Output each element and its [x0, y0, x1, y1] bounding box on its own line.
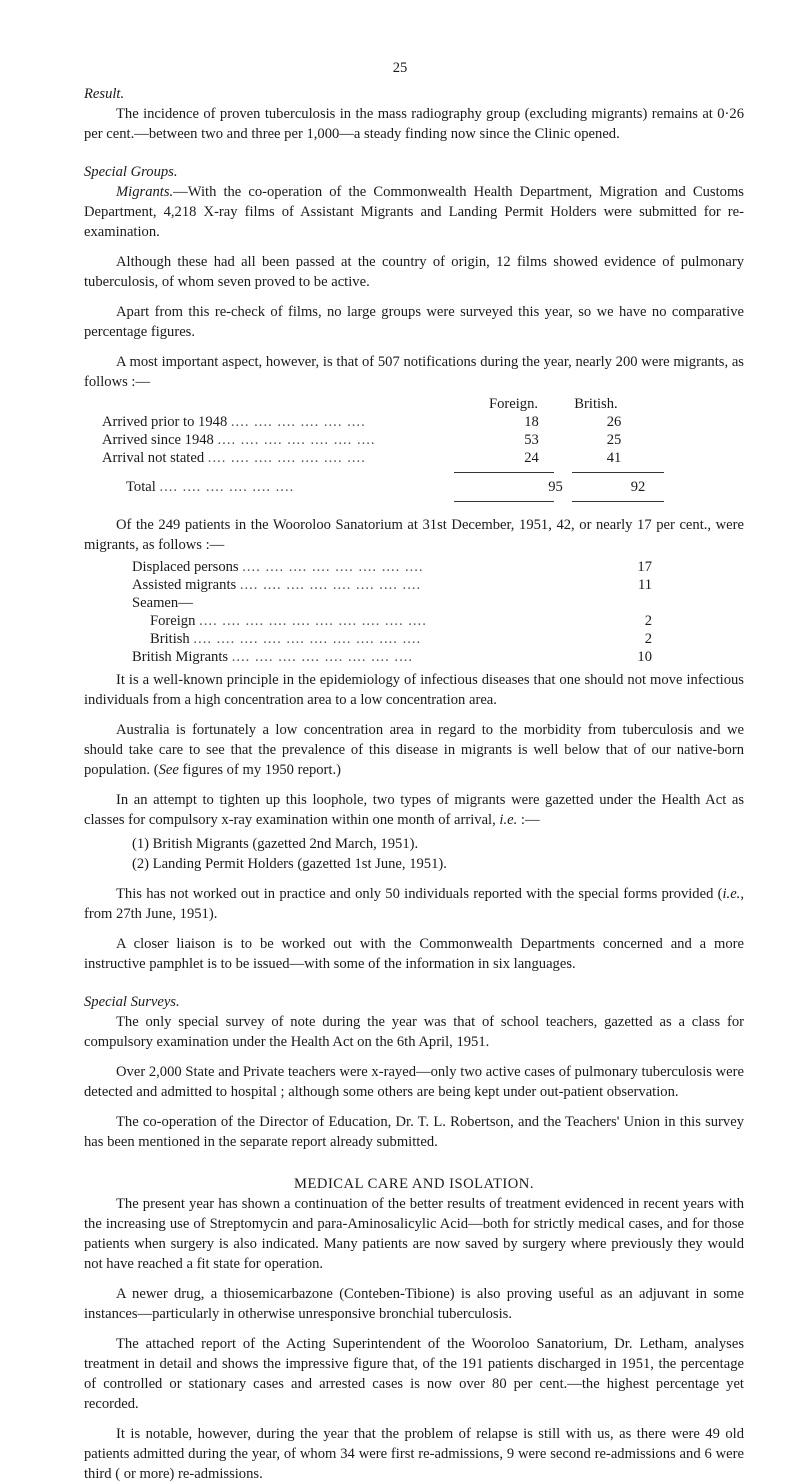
recheck-paragraph: Apart from this re-check of films, no large groups were surveyed this year, so we have no comparative percentage figures. [84, 304, 744, 340]
foreign-value: 18 [524, 414, 539, 430]
special-forms-paragraph [84, 884, 744, 924]
table-row: Arrived since 1948 .... .... .... .... .... .... .... 53 25 [84, 431, 744, 449]
page-content [84, 84, 744, 1484]
table-row: Foreign .... .... .... .... .... .... .... .... .... .... 2 [150, 613, 652, 629]
row-label: Assisted migrants [132, 577, 237, 593]
rule-row [84, 496, 744, 507]
notifications-paragraph: A most important aspect, however, is that of 507 notifications during the year, nearly 200 were migrants, as follows :— [84, 354, 744, 390]
row-value: 2 [644, 631, 652, 647]
row-label: Arrived since 1948 [102, 432, 214, 448]
superintendent-paragraph: The attached report of the Acting Superintendent of the Wooroloo Sanatorium, Dr. Letham, analyses treatment in detail and shows the impressive figure that, of the 191 patients discharged in 1951, the percentage of controlled or stationary cases and arrested cases is now over 80 per cent.—the highest percentage yet recorded. [84, 1336, 744, 1412]
total-row: Total .... .... .... .... .... .... 95 92 [84, 478, 744, 496]
drug-paragraph: A newer drug, a thiosemicarbazone (Conteben-Tibione) is also proving useful as an adjuvant in some instances—particularly in otherwise unresponsive bronchial tuberculosis. [84, 1286, 744, 1322]
total-rule-foreign [454, 472, 554, 473]
foreign-value: 53 [524, 432, 539, 448]
british-value: 41 [606, 450, 622, 466]
sanatorium-paragraph: Of the 249 patients in the Wooroloo Sanatorium at 31st December, 1951, 42, or nearly 17 per cent., were migrants, as follows :— [84, 517, 744, 553]
special-groups-heading: Special Groups. [84, 164, 178, 180]
table-row: Assisted migrants .... .... .... .... .... .... .... .... 11 [132, 577, 652, 593]
table-header-row [84, 395, 744, 413]
text-span: figures of my 1950 report.) [178, 762, 341, 778]
row-value: 11 [637, 577, 652, 593]
row-label: Seamen— [132, 595, 193, 611]
result-heading: Result. [84, 86, 125, 102]
foreign-column-header: Foreign. [488, 396, 539, 412]
loophole-paragraph [84, 790, 744, 830]
notifications-table [84, 395, 744, 507]
row-label: British Migrants [132, 649, 229, 665]
row-label: Displaced persons [132, 559, 239, 575]
text-span: This has not worked out in practice and only 50 individuals reported with the special forms provided ( [116, 886, 723, 902]
british-value: 25 [606, 432, 622, 448]
epidemiology-paragraph: It is a well-known principle in the epidemiology of infectious diseases that one should not move infectious individuals from a high concentration area to a low concentration area. [84, 672, 744, 708]
bottom-rule-british [572, 501, 664, 502]
teachers-xray-paragraph: Over 2,000 State and Private teachers were x-rayed—only two active cases of pulmonary tuberculosis were detected and admitted to hospital ; although some others are being kept under out-patient observation. [84, 1064, 744, 1100]
text-span: See [158, 762, 179, 778]
concentration-paragraph [84, 720, 744, 780]
total-british: 92 [630, 479, 646, 495]
foreign-value: 24 [524, 450, 539, 466]
list-item: (1) British Migrants (gazetted 2nd March, 1951). [132, 836, 419, 852]
text-span: :— [517, 812, 540, 828]
special-surveys-heading: Special Surveys. [84, 994, 180, 1010]
table-row [132, 594, 652, 612]
text-span: Australia is fortunately a low concentration area in regard to the morbidity from tuberculosis and we should take care to see that the prevalence of this disease in migrants is well below that of our native-born population. ( [84, 722, 744, 778]
page-number: 25 [392, 60, 408, 76]
treatment-paragraph: The present year has shown a continuation of the better results of treatment evidenced in recent years with the increasing use of Streptomycin and para-Aminosalicylic Acid—both for strictly medical cases, and for those patients when surgery is also indicated. Many patients are now saved by surgery where previously they would not have reached a fit state for operation. [84, 1196, 744, 1272]
bottom-rule-foreign [454, 501, 554, 502]
liaison-paragraph: A closer liaison is to be worked out with the Commonwealth Departments concerned and a more instructive pamphlet is to be issued—with some of the information in six languages. [84, 936, 744, 972]
teachers-survey-paragraph: The only special survey of note during the year was that of school teachers, gazetted as a class for compulsory examination under the Health Act on the 6th April, 1951. [84, 1014, 744, 1050]
row-value: 17 [637, 559, 652, 575]
table-row: British .... .... .... .... .... .... .... .... .... .... 2 [150, 631, 652, 647]
relapse-paragraph: It is notable, however, during the year that the problem of relapse is still with us, as there were 49 old patients admitted during the year, of whom 34 were first re-admissions, 9 were second re-admissions and 6 were third ( or more) re-admissions. [84, 1426, 744, 1482]
row-value: 2 [644, 613, 652, 629]
text-span: i.e. [722, 886, 741, 902]
rule-row [84, 467, 744, 478]
row-value [622, 594, 652, 612]
text-span: i.e. [499, 812, 518, 828]
row-label: Arrived prior to 1948 [102, 414, 228, 430]
table-row: Arrival not stated .... .... .... .... .... .... .... 24 41 [84, 449, 744, 467]
cooperation-paragraph: The co-operation of the Director of Education, Dr. T. L. Robertson, and the Teachers' Union in this survey has been mentioned in the separate report already submitted. [84, 1114, 744, 1150]
gazetted-list [132, 834, 744, 874]
migrants-lead: Migrants. [116, 184, 174, 200]
total-foreign: 95 [548, 479, 563, 495]
row-label: Arrival not stated [102, 450, 205, 466]
table-row: Arrived prior to 1948 .... .... .... .... .... .... 18 26 [84, 413, 744, 431]
migrants-text: —With the co-operation of the Commonwealth Health Department, Migration and Customs Department, 4,218 X-ray films of Assistant Migrants and Landing Permit Holders were submitted for re-examination. [84, 184, 744, 240]
row-value: 10 [637, 649, 652, 665]
total-label: Total [126, 479, 156, 495]
row-label: British [150, 631, 190, 647]
british-column-header: British. [574, 396, 618, 412]
sanatorium-table [132, 558, 652, 666]
table-row: Displaced persons .... .... .... .... .... .... .... .... 17 [132, 559, 652, 575]
migrants-paragraph [84, 182, 744, 242]
total-rule-british [572, 472, 664, 473]
row-label: Foreign [150, 613, 196, 629]
text-span: , from 27th June, 1951). [84, 886, 744, 922]
result-paragraph: The incidence of proven tuberculosis in the mass radiography group (excluding migrants) remains at 0·26 per cent.—between two and three per 1,000—a steady finding now since the Clinic opened. [84, 106, 744, 142]
list-item: (2) Landing Permit Holders (gazetted 1st June, 1951). [132, 856, 447, 872]
pulmonary-evidence-paragraph: Although these had all been passed at the country of origin, 12 films showed evidence of pulmonary tuberculosis, of whom seven proved to be active. [84, 254, 744, 290]
table-row: British Migrants .... .... .... .... .... .... .... .... 10 [132, 649, 652, 665]
british-value: 26 [606, 414, 622, 430]
medical-care-heading: MEDICAL CARE AND ISOLATION. [294, 1176, 534, 1192]
text-span: In an attempt to tighten up this loophole, two types of migrants were gazetted under the Health Act as classes for compulsory x-ray examination within one month of arrival, [84, 792, 744, 828]
